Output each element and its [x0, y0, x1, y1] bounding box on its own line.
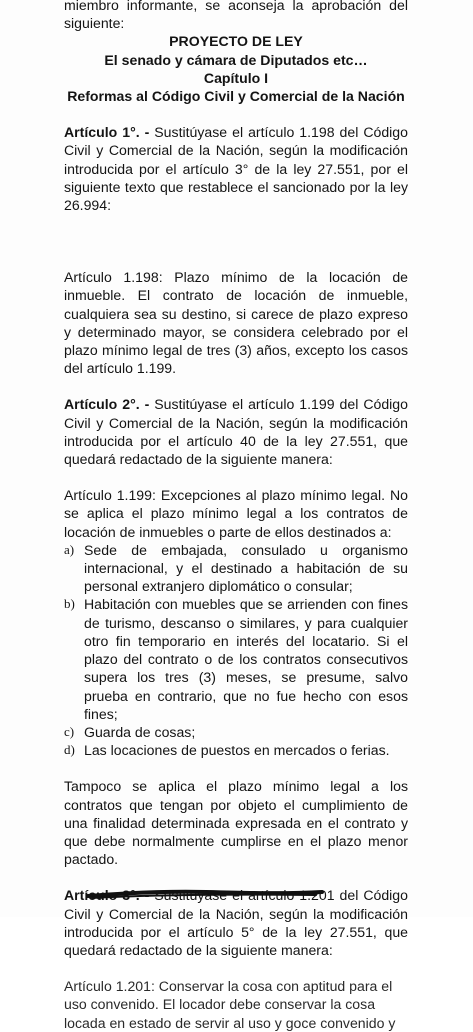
- article-3-text: Sustitúyase el artículo 1.201 del Código Civil y Comercial de la Nación, según la modificación introducida por el artículo 5° de la ley 27.551, que quedará redactado de la siguiente manera:: [64, 887, 408, 958]
- article-1-paragraph: [64, 123, 408, 214]
- article-1198-quote: Artículo 1.198: Plazo mínimo de la locación de inmueble. El contrato de locación de inmueble, cualquiera sea su destino, si carece de plazo expreso y determinado mayor, se considera celebrado por el plazo mínimo legal de tres (3) años, excepto los casos del artículo 1.199.: [64, 269, 408, 377]
- article-1201-quote-line-1: Artículo 1.201: Conservar la cosa con aptitud para el: [64, 978, 393, 995]
- document-page: [64, 0, 408, 1032]
- intro-paragraph: miembro informante, se aconseja la aprobación del siguiente:: [64, 0, 408, 32]
- article-2-closing: Tampoco se aplica el plazo mínimo legal a los contratos que tengan por objeto el cumplimiento de una finalidad determinada expresada en el contrato y que debe normalmente cumplirse en el plazo menor pactado.: [64, 778, 408, 868]
- list-marker: b): [64, 596, 75, 612]
- article-1201-quote-line-2: uso convenido. El locador debe conservar la cosa: [64, 996, 376, 1013]
- article-3-label: Artículo 3°. -: [64, 887, 150, 904]
- list-item: [64, 595, 408, 722]
- article-1-text: Sustitúyase el artículo 1.198 del Código Civil y Comercial de la Nación, según la modificación introducida por el artículo 3° de la ley 27.551, por el siguiente texto que restablece el sancionado por la ley 26.994:: [64, 124, 408, 214]
- chapter-number: Capítulo I: [203, 69, 269, 86]
- list-marker: a): [64, 541, 75, 557]
- article-1199-quote: Artículo 1.199: Excepciones al plazo mínimo legal. No se aplica el plazo mínimo legal a los contratos de locación de inmuebles o parte de ellos destinados a:: [64, 487, 408, 540]
- list-marker: c): [64, 723, 75, 739]
- article-3-paragraph: [64, 886, 408, 959]
- article-1-label: Artículo 1°. -: [64, 124, 150, 141]
- chapter-name: Reformas al Código Civil y Comercial de la Nación: [67, 88, 405, 105]
- list-item-text: Guarda de cosas;: [84, 723, 196, 740]
- list-item-text: Las locaciones de puestos en mercados o ferias.: [84, 742, 390, 759]
- bill-title: PROYECTO DE LEY: [169, 33, 303, 50]
- exceptions-list: [64, 541, 408, 759]
- list-item: [64, 723, 408, 741]
- article-2-text: Sustitúyase el artículo 1.199 del Código Civil y Comercial de la Nación, según la modificación introducida por el artículo 40 de la ley 27.551, que quedará redactado de la siguiente manera:: [64, 396, 408, 468]
- article-2-label: Artículo 2°. -: [64, 396, 150, 413]
- list-marker: d): [64, 742, 75, 758]
- list-item-text: Sede de embajada, consulado u organismo internacional, y el destinado a habitación de su personal extranjero diplomático o consular;: [84, 541, 408, 595]
- bill-subtitle: El senado y cámara de Diputados etc…: [104, 51, 368, 68]
- list-item: [64, 741, 408, 759]
- article-1201-quote-line-3: locada en estado de servir al uso y goce convenido y: [64, 1014, 396, 1031]
- list-item: [64, 541, 408, 596]
- article-2-paragraph: [64, 395, 408, 468]
- list-item-text: Habitación con muebles que se arrienden con fines de turismo, descanso o similares, y para cualquier otro fin temporario en interés del locatario. Si el plazo del contrato o de los contratos consecutivos supera los tres (3) meses, se presume, salvo prueba en contrario, que no fue hecho con esos fines;: [84, 596, 408, 722]
